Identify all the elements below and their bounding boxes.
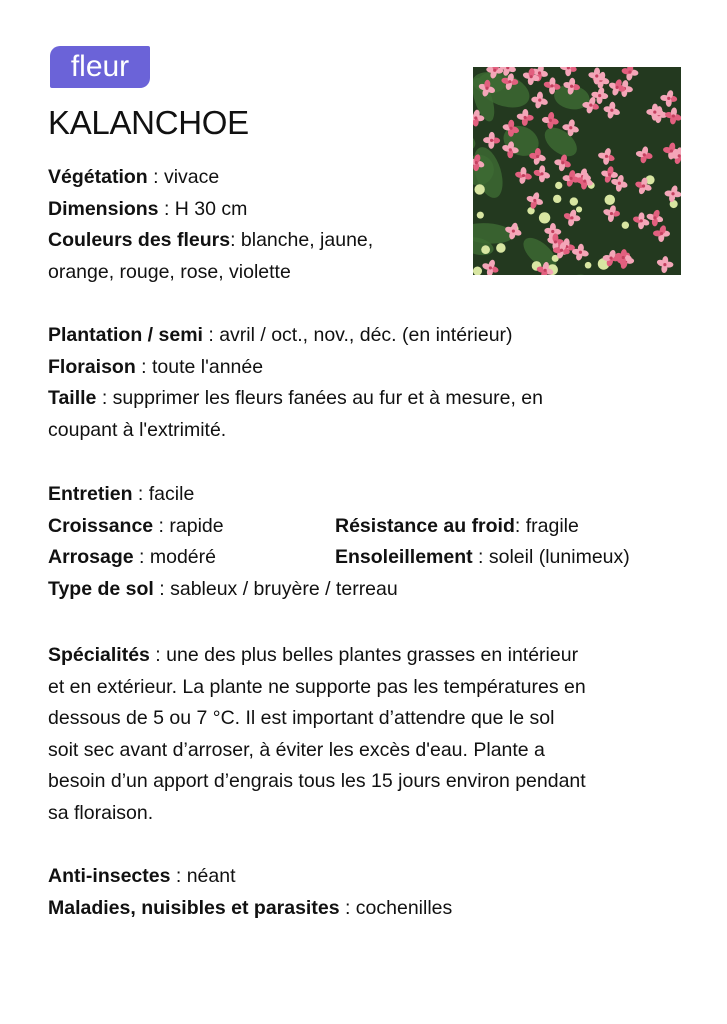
dimensions-line (48, 194, 698, 226)
colors-label: Couleurs des fleurs (48, 229, 231, 251)
dimensions-value: : H 30 cm (158, 197, 248, 220)
page-title: KALANCHOE (48, 104, 249, 141)
arrosage-value: : modéré (133, 546, 216, 568)
dimensions-label: Dimensions (48, 197, 159, 220)
specialites-text-1: : une des plus belles plantes grasses en intérieur (149, 644, 579, 666)
ensoleillement-value: : soleil (lunimeux) (472, 546, 630, 568)
maladies-value: : cochenilles (339, 896, 453, 919)
specialites-line-6: sa floraison. (48, 801, 154, 824)
anti-insectes-label: Anti-insectes (48, 865, 171, 887)
vegetation-label: Végétation (48, 166, 148, 188)
anti-insectes-value: : néant (170, 865, 236, 887)
protection-section (48, 861, 698, 924)
specialites-line-3: dessous de 5 ou 7 °C. Il est important d’attendre que le sol (48, 707, 555, 729)
sol-value: : sableux / bruyère / terreau (153, 577, 398, 600)
croissance-row (48, 511, 698, 543)
colors-line-2: orange, rouge, rose, violette (48, 260, 291, 283)
resistance-line (335, 511, 579, 543)
specialites-line-2: et en extérieur. La plante ne supporte pas les températures en (48, 675, 586, 698)
taille-value: : supprimer les fleurs fanées au fur et à mesure, en (96, 387, 543, 409)
plantation-label: Plantation / semi (48, 324, 203, 346)
colors-line (48, 225, 698, 257)
info-section (48, 162, 698, 288)
sol-label: Type de sol (48, 577, 154, 600)
resistance-value: : fragile (514, 514, 579, 537)
vegetation-value: : vivace (147, 166, 220, 188)
specialites-label: Spécialités (48, 644, 150, 666)
floraison-value: : toute l'année (135, 355, 264, 378)
resistance-label: Résistance au froid (335, 514, 515, 537)
ensoleillement-line (335, 542, 630, 574)
maladies-label: Maladies, nuisibles et parasites (48, 896, 340, 919)
taille-label: Taille (48, 387, 97, 409)
floraison-label: Floraison (48, 355, 136, 378)
arrosage-label: Arrosage (48, 546, 134, 568)
plantation-line (48, 320, 698, 352)
colors-value: : blanche, jaune, (230, 229, 374, 251)
floraison-line (48, 352, 698, 384)
entretien-value: : facile (132, 483, 195, 505)
arrosage-line (48, 546, 216, 568)
specialites-line-4: soit sec avant d’arroser, à éviter les excès d'eau. Plante a (48, 738, 545, 761)
plantation-value: : avril / oct., nov., déc. (en intérieur) (202, 324, 513, 346)
anti-insectes-line (48, 861, 698, 893)
specialites-section (48, 640, 698, 829)
arrosage-row (48, 542, 698, 574)
specialites-line-1 (48, 640, 698, 672)
taille-line-2: coupant à l'extrimité. (48, 418, 227, 441)
croissance-line (48, 515, 224, 537)
category-badge: fleur (50, 46, 150, 88)
taille-line (48, 383, 698, 415)
maladies-line (48, 893, 698, 925)
ensoleillement-label: Ensoleillement (335, 546, 473, 568)
croissance-label: Croissance (48, 514, 154, 537)
culture-section (48, 320, 698, 446)
care-section (48, 479, 698, 605)
sol-line (48, 574, 698, 606)
entretien-label: Entretien (48, 483, 133, 505)
entretien-line (48, 479, 698, 511)
vegetation-line (48, 162, 698, 194)
specialites-line-5: besoin d’un apport d’engrais tous les 15 jours environ pendant (48, 770, 586, 792)
croissance-value: : rapide (153, 514, 224, 537)
